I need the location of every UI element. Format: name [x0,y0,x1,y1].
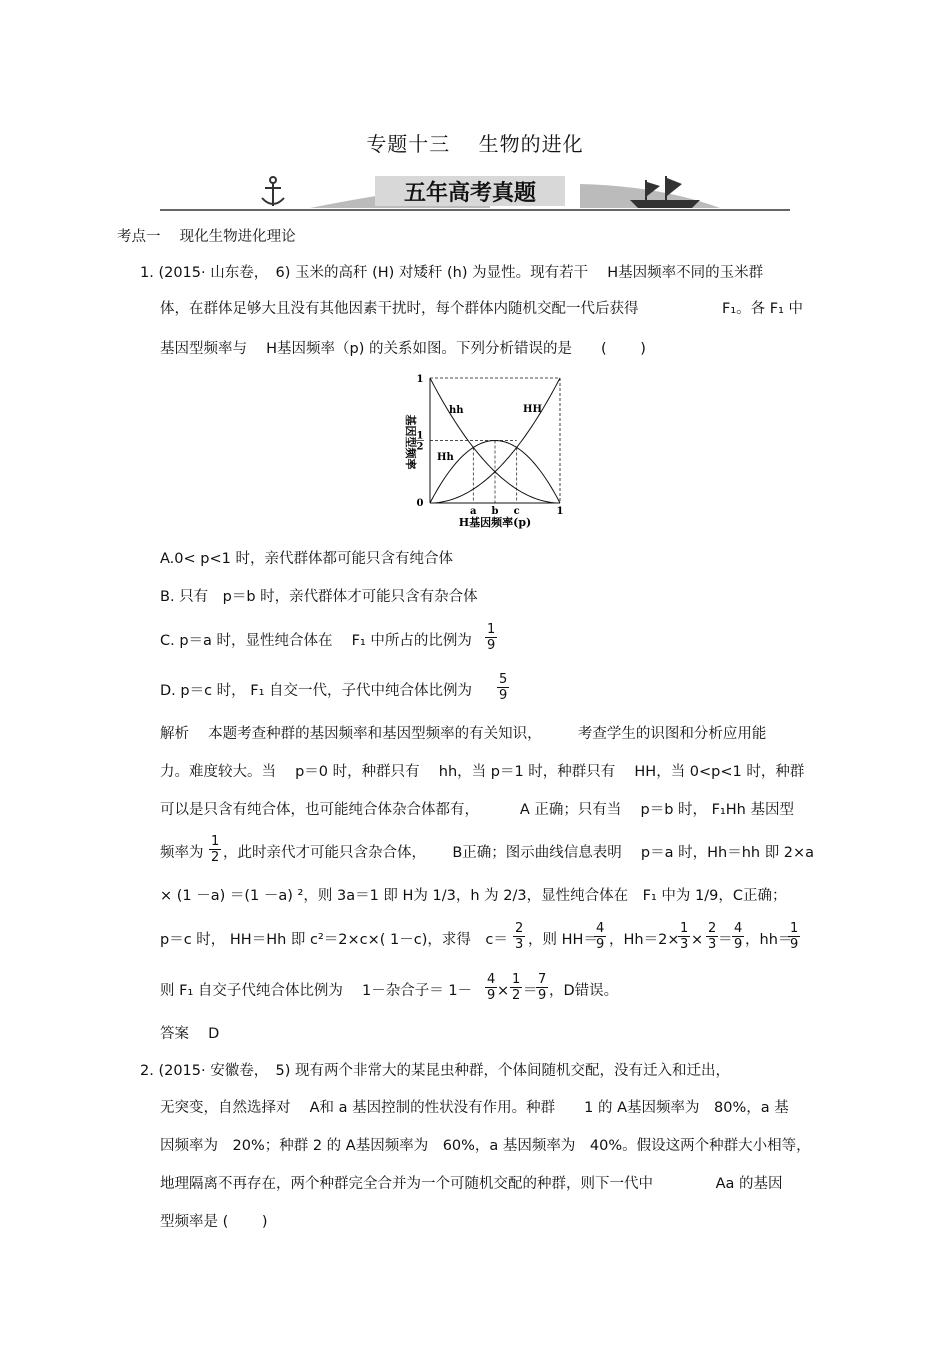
x-axis-label: H基因频率(p) [458,516,532,529]
analysis-line6b: ，则 HH＝ [528,932,598,948]
analysis-line6c: ，Hh＝2× [609,932,680,948]
two-thirds-fraction: $\frac{2}{3}$ [708,921,717,952]
analysis-line7b: × [497,983,510,999]
anchor-icon [262,177,284,206]
q1-line3: 基因型频率与 H基因频率（p) 的关系如图。下列分析错误的是 ( ) [160,341,646,357]
analysis-line7d: ，D错误。 [549,983,619,999]
y-tick-half-num: 1 [416,430,424,442]
section-heading: 考点一 现化生物进化理论 [117,229,296,245]
analysis-line6e: ＝ [718,932,733,948]
option-c-fraction: $\frac{1}{9}$ [487,622,496,653]
y-axis-label: 基因型频率 [404,414,417,470]
analysis-line3: 可以是只含有纯合体，也可能纯合体杂合体都有， A 正确；只有当 p＝b 时， F₁Hh 基因型 [160,802,794,818]
option-d: D. p＝c 时， F₁ 自交一代，子代中纯合体比例为 [160,683,473,699]
hh-result-fraction: $\frac{4}{9}$ [734,921,743,952]
q2-line4: 地理隔离不再存在，两个种群完全合并为一个可随机交配的种群，则下一代中 Aa 的基因 [160,1176,783,1192]
analysis-line7a: 则 F₁ 自交子代纯合体比例为 1－杂合子＝ 1－ [160,983,473,999]
banner-text: 五年高考真题 [403,181,537,206]
q1-line2a: 体，在群体足够大且没有其他因素干扰时，每个群体内随机交配一代后获得 [160,301,639,317]
series-label-Hh: Hh [437,452,454,463]
hh-recessive-fraction: $\frac{1}{9}$ [790,921,799,952]
third-fraction: $\frac{1}{3}$ [680,921,689,952]
fraction-7-9: $\frac{7}{9}$ [538,972,547,1003]
fraction-4-9: $\frac{4}{9}$ [487,972,496,1003]
q2-line1: 2. (2015· 安徽卷， 5) 现有两个非常大的某昆虫种群，个体间随机交配，没有迁入和迁出， [140,1063,730,1079]
y-tick-0: 0 [416,498,424,509]
analysis-line1: 解析 本题考查种群的基因频率和基因型频率的有关知识， 考查学生的识图和分析应用能 [160,726,767,742]
series-label-HH: HH [523,404,542,415]
analysis-line6d: × [691,932,704,948]
half-fraction: $\frac{1}{2}$ [211,834,220,865]
y-tick-1: 1 [416,374,424,385]
q2-line2: 无突变，自然选择对 A和 a 基因控制的性状没有作用。种群 1 的 A基因频率为 80%，a 基 [160,1100,789,1116]
option-c: C. p＝a 时，显性纯合体在 F₁ 中所占的比例为 [160,633,472,649]
q2-line5: 型频率是 ( ) [160,1214,268,1230]
option-d-fraction: $\frac{5}{9}$ [499,672,508,703]
analysis-line5: × (1 －a) ＝(1 －a) ²，则 3a＝1 即 H为 1/3，h 为 2/3，显性纯合体在 F₁ 中为 1/9，C正确； [160,888,787,904]
page-title: 专题十三 生物的进化 [366,132,584,156]
x-tick-c: c [513,506,520,517]
analysis-line6f: ，hh＝ [745,932,793,948]
c-fraction: $\frac{2}{3}$ [515,921,524,952]
analysis-line2: 力。难度较大。当 p＝0 时，种群只有 hh，当 p＝1 时，种群只有 HH，当 0<p<1 时，种群 [160,764,805,780]
y-tick-half-den: 2 [416,441,424,453]
answer: 答案 D [160,1026,220,1042]
x-tick-1: 1 [556,506,564,517]
series-label-hh: hh [449,405,464,416]
q1-line1: 1. (2015· 山东卷， 6) 玉米的高秆 (H) 对矮秆 (h) 为显性。现有若干 H基因频率不同的玉米群 [140,265,764,281]
q1-line2b: F₁。各 F₁ 中 [722,301,804,317]
genotype-frequency-chart [395,370,585,540]
analysis-line7c: ＝ [523,983,538,999]
option-b: B. 只有 p＝b 时，亲代群体才可能只含有杂合体 [160,589,478,605]
analysis-line4a: 频率为 [160,845,204,861]
x-tick-b: b [491,506,499,517]
hh-fraction: $\frac{4}{9}$ [596,921,605,952]
banner [160,170,790,216]
x-tick-a: a [470,506,477,517]
q2-line3: 因频率为 20%；种群 2 的 A基因频率为 60%，a 基因频率为 40%。假设这两个种群大小相等， [160,1138,811,1154]
analysis-line4b: ，此时亲代才可能只含杂合体， B正确；图示曲线信息表明 p＝a 时，Hh＝hh 即 2×a [223,845,815,861]
fraction-1-2: $\frac{1}{2}$ [512,972,521,1003]
analysis-line6a: p＝c 时， HH＝Hh 即 c²＝2×c×( 1－c)，求得 c＝ [160,932,508,948]
option-a: A.0< p<1 时，亲代群体都可能只含有纯合体 [160,551,453,567]
